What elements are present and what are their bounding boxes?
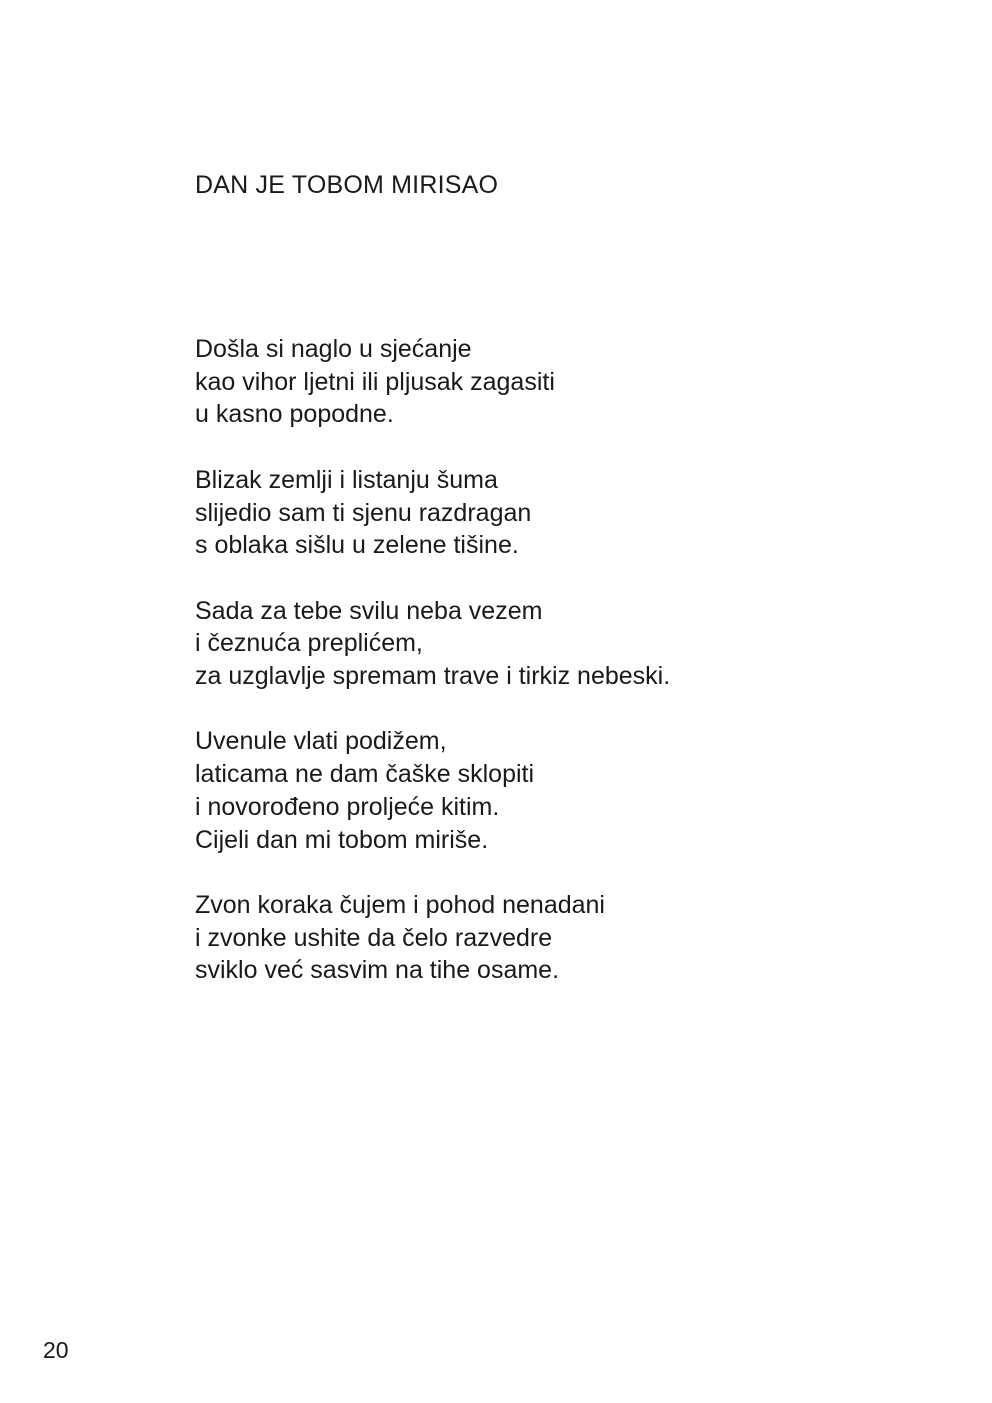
poem-line: slijedio sam ti sjenu razdragan: [195, 498, 532, 527]
poem-line: u kasno popodne.: [195, 400, 394, 429]
stanza-2: [195, 464, 670, 562]
poem-line: Blizak zemlji i listanju šuma: [195, 465, 498, 494]
poem-line: i čeznuća preplićem,: [195, 629, 423, 658]
page-number: 20: [43, 1337, 69, 1363]
poem-body: [195, 333, 670, 1020]
poem-line: Sada za tebe svilu neba vezem: [195, 596, 543, 625]
poem-line: i zvonke ushite da čelo razvedre: [195, 923, 553, 952]
poem-line: Došla si naglo u sjećanje: [195, 335, 472, 363]
poem-line: sviklo već sasvim na tihe osame.: [195, 956, 560, 985]
poem-line: za uzglavlje spremam trave i tirkiz nebeski.: [195, 662, 671, 690]
stanza-3: [195, 595, 670, 693]
poem-line: Zvon koraka čujem i pohod nenadani: [195, 890, 605, 919]
stanza-1: [195, 333, 670, 431]
poem-title: DAN JE TOBOM MIRISAO: [195, 171, 499, 199]
stanza-4: [195, 725, 670, 856]
poem-line: i novorođeno proljeće kitim.: [195, 792, 500, 821]
stanza-5: [195, 889, 670, 987]
poem-line: s oblaka sišlu u zelene tišine.: [195, 531, 519, 560]
poem-line: laticama ne dam čaške sklopiti: [195, 760, 535, 789]
poem-line: Cijeli dan mi tobom miriše.: [195, 825, 489, 854]
poem-line: Uvenule vlati podižem,: [195, 727, 447, 756]
poem-line: kao vihor ljetni ili pljusak zagasiti: [195, 367, 555, 396]
